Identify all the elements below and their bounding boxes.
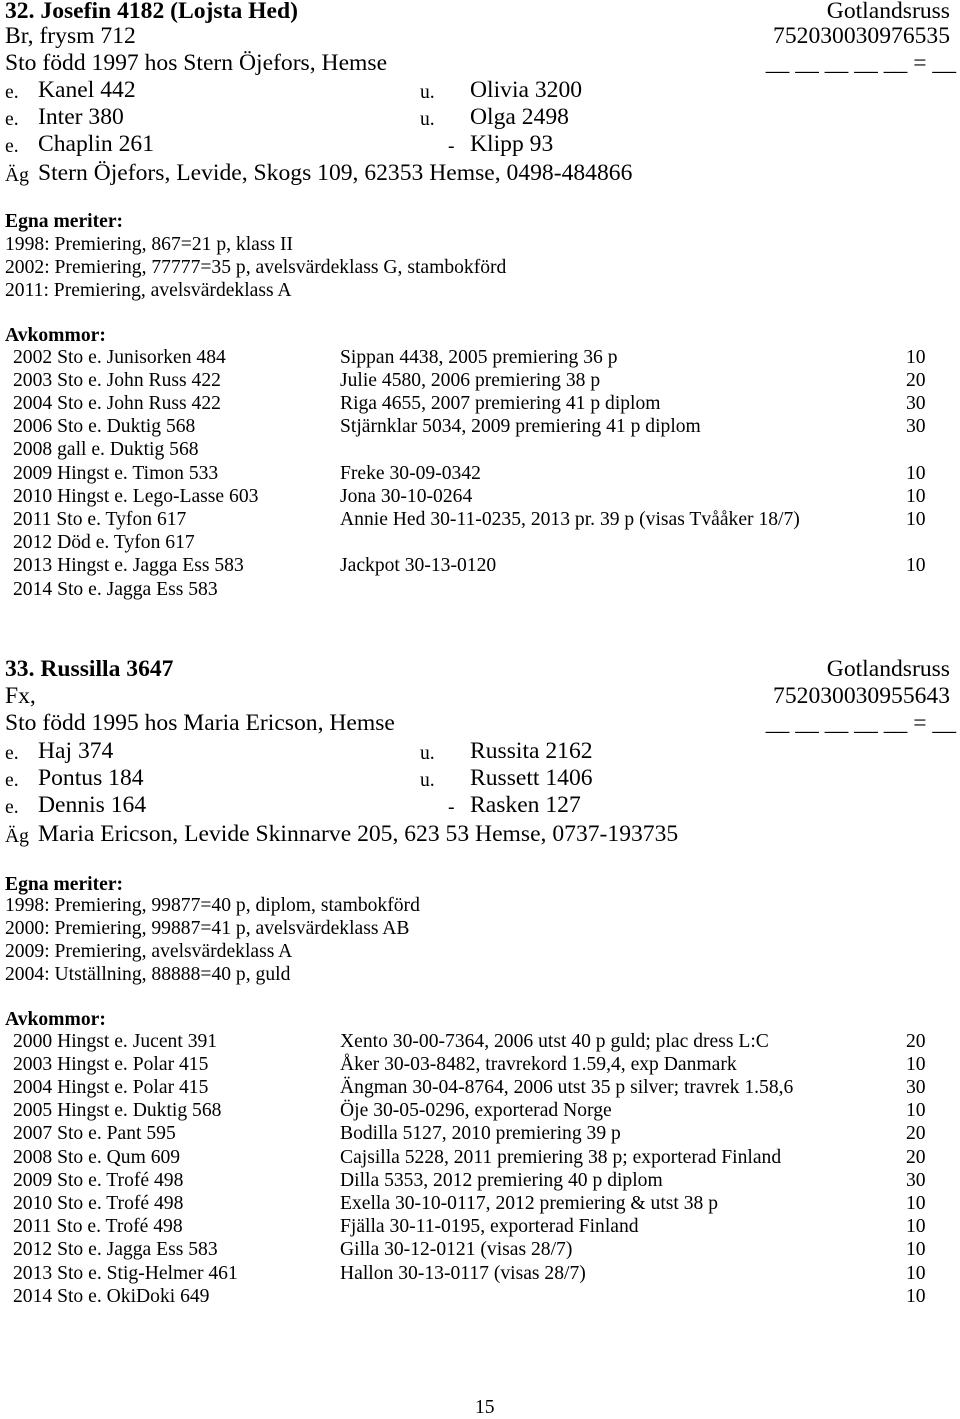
pedigree-right-prefix: - — [448, 135, 455, 157]
pedigree-left-prefix: e. — [5, 135, 19, 157]
offspring-parent: 2009 Hingst e. Timon 533 — [13, 462, 219, 484]
offspring-parent: 2007 Sto e. Pant 595 — [13, 1123, 176, 1145]
offspring-name: Riga 4655, 2007 premiering 41 p diplom — [340, 393, 661, 414]
offspring-row — [0, 1148, 960, 1168]
birth-row — [0, 52, 960, 76]
pedigree-row — [0, 794, 960, 818]
pedigree-right-prefix: u. — [420, 81, 435, 103]
birth-info: Sto född 1995 hos Maria Ericson, Hemse — [5, 710, 395, 737]
offspring-points: 10 — [906, 1193, 926, 1214]
offspring-row — [0, 556, 960, 576]
offspring-row — [0, 1032, 960, 1052]
blank-fields: __ __ __ __ __ = __ — [765, 50, 956, 77]
offspring-parent: 2010 Hingst e. Lego-Lasse 603 — [13, 485, 259, 507]
offspring-points: 10 — [906, 1285, 926, 1307]
pedigree-left-name: Haj 374 — [38, 738, 114, 765]
pedigree-left-name: Inter 380 — [38, 104, 124, 131]
offspring-parent: 2003 Hingst e. Polar 415 — [13, 1053, 209, 1075]
offspring-points: 30 — [906, 1169, 926, 1191]
offspring-points: 10 — [906, 1100, 926, 1122]
owner-row — [0, 162, 960, 186]
pedigree-right-prefix: u. — [420, 742, 435, 764]
offspring-row — [0, 533, 960, 553]
offspring-row — [0, 348, 960, 368]
breed-label: Gotlandsruss — [826, 656, 950, 683]
offspring-parent: 2011 Sto e. Trofé 498 — [13, 1216, 183, 1238]
owner-prefix: Äg — [5, 825, 29, 847]
offspring-parent: 2005 Hingst e. Duktig 568 — [13, 1100, 222, 1122]
merit-item: 1998: Premiering, 867=21 p, klass II — [5, 233, 294, 255]
offspring-row — [0, 417, 960, 437]
entry-heading: 32. Josefin 4182 (Lojsta Hed) — [5, 0, 298, 24]
pedigree-right-name: Olga 2498 — [470, 104, 569, 131]
offspring-parent: 2012 Död e. Tyfon 617 — [13, 532, 195, 554]
offspring-parent: 2008 Sto e. Qum 609 — [13, 1146, 181, 1168]
offspring-parent: 2004 Hingst e. Polar 415 — [13, 1077, 209, 1098]
merits-title-row — [0, 212, 960, 232]
offspring-row — [0, 440, 960, 460]
offspring-points: 20 — [906, 1146, 926, 1168]
offspring-points: 20 — [906, 1030, 926, 1052]
pedigree-right-name: Olivia 3200 — [470, 77, 583, 104]
owner-info: Stern Öjefors, Levide, Skogs 109, 62353 Hemse, 0498-484866 — [38, 160, 633, 187]
offspring-parent: 2013 Hingst e. Jagga Ess 583 — [13, 555, 244, 577]
offspring-parent: 2014 Sto e. OkiDoki 649 — [13, 1285, 210, 1307]
offspring-title: Avkommor: — [5, 1008, 106, 1030]
offspring-row — [0, 580, 960, 600]
offspring-name: Öje 30-05-0296, exporterad Norge — [340, 1100, 612, 1122]
offspring-parent: 2012 Sto e. Jagga Ess 583 — [13, 1239, 218, 1261]
offspring-parent: 2004 Sto e. John Russ 422 — [13, 393, 221, 414]
offspring-row — [0, 394, 960, 414]
offspring-name: Annie Hed 30-11-0235, 2013 pr. 39 p (visas Tvååker 18/7) — [340, 509, 800, 530]
pedigree-right-name: Rasken 127 — [470, 792, 581, 819]
offspring-points: 10 — [906, 1053, 926, 1075]
pedigree-row — [0, 79, 960, 103]
offspring-points: 20 — [906, 369, 926, 391]
registration-number: 752030030955643 — [773, 683, 950, 710]
offspring-points: 10 — [906, 509, 926, 530]
offspring-row — [0, 1194, 960, 1214]
offspring-title-row — [0, 1010, 960, 1030]
registration-number: 752030030976535 — [773, 23, 950, 50]
merits-title: Egna meriter: — [5, 210, 124, 232]
offspring-points: 30 — [906, 1077, 926, 1098]
page-number: 15 — [475, 1397, 495, 1418]
offspring-title: Avkommor: — [5, 324, 106, 346]
offspring-parent: 2008 gall e. Duktig 568 — [13, 439, 199, 461]
breed-label: Gotlandsruss — [826, 0, 950, 24]
offspring-row — [0, 371, 960, 391]
offspring-name: Bodilla 5127, 2010 premiering 39 p — [340, 1123, 621, 1145]
merit-row — [0, 919, 960, 939]
offspring-points: 10 — [906, 1216, 926, 1238]
pedigree-left-name: Chaplin 261 — [38, 131, 154, 158]
offspring-name: Fjälla 30-11-0195, exporterad Finland — [340, 1216, 639, 1238]
merit-item: 2011: Premiering, avelsvärdeklass A — [5, 280, 292, 301]
merit-item: 2002: Premiering, 77777=35 p, avelsvärdeklass G, stambokförd — [5, 256, 507, 278]
offspring-parent: 2014 Sto e. Jagga Ess 583 — [13, 578, 218, 600]
offspring-parent: 2002 Sto e. Junisorken 484 — [13, 346, 226, 368]
offspring-name: Ängman 30-04-8764, 2006 utst 35 p silver; travrek 1.58,6 — [340, 1077, 794, 1098]
color-row — [0, 25, 960, 49]
offspring-points: 30 — [906, 416, 926, 438]
merit-item: 2004: Utställning, 88888=40 p, guld — [5, 964, 291, 986]
pedigree-right-prefix: u. — [420, 108, 435, 130]
offspring-name: Julie 4580, 2006 premiering 38 p — [340, 369, 601, 391]
entry-heading: 33. Russilla 3647 — [5, 656, 174, 683]
offspring-name: Hallon 30-13-0117 (visas 28/7) — [340, 1262, 586, 1284]
offspring-parent: 2000 Hingst e. Jucent 391 — [13, 1030, 218, 1052]
merits-title-row — [0, 875, 960, 895]
merit-row — [0, 965, 960, 985]
offspring-name: Jackpot 30-13-0120 — [340, 555, 497, 577]
offspring-points: 10 — [906, 1262, 926, 1284]
pedigree-left-prefix: e. — [5, 81, 19, 103]
offspring-row — [0, 464, 960, 484]
offspring-parent: 2006 Sto e. Duktig 568 — [13, 416, 196, 438]
offspring-name: Gilla 30-12-0121 (visas 28/7) — [340, 1239, 573, 1261]
pedigree-left-name: Dennis 164 — [38, 792, 147, 819]
offspring-parent: 2011 Sto e. Tyfon 617 — [13, 509, 187, 530]
offspring-row — [0, 1264, 960, 1284]
offspring-row — [0, 1287, 960, 1307]
pedigree-left-name: Kanel 442 — [38, 77, 136, 104]
offspring-name: Xento 30-00-7364, 2006 utst 40 p guld; plac dress L:C — [340, 1030, 769, 1052]
pedigree-right-name: Russita 2162 — [470, 738, 593, 765]
pedigree-row — [0, 133, 960, 157]
offspring-row — [0, 487, 960, 507]
offspring-parent: 2003 Sto e. John Russ 422 — [13, 369, 221, 391]
offspring-name: Dilla 5353, 2012 premiering 40 p diplom — [340, 1169, 663, 1191]
pedigree-left-prefix: e. — [5, 742, 19, 764]
merits-title: Egna meriter: — [5, 873, 124, 895]
offspring-name: Stjärnklar 5034, 2009 premiering 41 p diplom — [340, 416, 701, 438]
offspring-parent: 2009 Sto e. Trofé 498 — [13, 1169, 184, 1191]
offspring-points: 30 — [906, 393, 926, 414]
offspring-points: 20 — [906, 1123, 926, 1145]
offspring-points: 10 — [906, 555, 926, 577]
pedigree-left-prefix: e. — [5, 796, 19, 818]
merit-row — [0, 281, 960, 301]
offspring-name: Cajsilla 5228, 2011 premiering 38 p; exporterad Finland — [340, 1146, 782, 1168]
offspring-name: Jona 30-10-0264 — [340, 485, 473, 507]
offspring-name: Sippan 4438, 2005 premiering 36 p — [340, 346, 618, 368]
pedigree-row — [0, 106, 960, 130]
offspring-row — [0, 1101, 960, 1121]
entry-header-row — [0, 0, 960, 24]
offspring-row — [0, 1171, 960, 1191]
offspring-name: Exella 30-10-0117, 2012 premiering & utst 38 p — [340, 1193, 719, 1214]
offspring-name: Freke 30-09-0342 — [340, 462, 481, 484]
offspring-row — [0, 1124, 960, 1144]
offspring-points: 10 — [906, 462, 926, 484]
offspring-row — [0, 1078, 960, 1098]
offspring-row — [0, 1217, 960, 1237]
offspring-name: Åker 30-03-8482, travrekord 1.59,4, exp Danmark — [340, 1053, 737, 1075]
pedigree-left-name: Pontus 184 — [38, 765, 144, 792]
owner-row — [0, 823, 960, 847]
offspring-parent: 2010 Sto e. Trofé 498 — [13, 1193, 184, 1214]
pedigree-row — [0, 767, 960, 791]
merit-row — [0, 258, 960, 278]
pedigree-right-prefix: u. — [420, 769, 435, 791]
offspring-parent: 2013 Sto e. Stig-Helmer 461 — [13, 1262, 238, 1284]
merit-row — [0, 942, 960, 962]
pedigree-left-prefix: e. — [5, 108, 19, 130]
birth-info: Sto född 1997 hos Stern Öjefors, Hemse — [5, 50, 388, 77]
pedigree-right-name: Russett 1406 — [470, 765, 593, 792]
offspring-points: 10 — [906, 346, 926, 368]
offspring-row — [0, 1240, 960, 1260]
color-row — [0, 685, 960, 709]
birth-row — [0, 712, 960, 736]
merit-row — [0, 896, 960, 916]
entry-header-row — [0, 658, 960, 682]
merit-item: 2009: Premiering, avelsvärdeklass A — [5, 941, 293, 962]
pedigree-right-name: Klipp 93 — [470, 131, 554, 158]
color-marking: Fx, — [5, 683, 36, 710]
color-marking: Br, frysm 712 — [5, 23, 136, 50]
page-footer — [0, 1398, 960, 1418]
offspring-title-row — [0, 326, 960, 346]
offspring-row — [0, 1055, 960, 1075]
pedigree-left-prefix: e. — [5, 769, 19, 791]
blank-fields: __ __ __ __ __ = __ — [765, 710, 956, 737]
merit-item: 1998: Premiering, 99877=40 p, diplom, stambokförd — [5, 894, 420, 916]
owner-info: Maria Ericson, Levide Skinnarve 205, 623 53 Hemse, 0737-193735 — [38, 821, 679, 848]
offspring-points: 10 — [906, 485, 926, 507]
pedigree-row — [0, 740, 960, 764]
pedigree-right-prefix: - — [448, 796, 455, 818]
merit-item: 2000: Premiering, 99887=41 p, avelsvärdeklass AB — [5, 917, 410, 939]
offspring-points: 10 — [906, 1239, 926, 1261]
offspring-row — [0, 510, 960, 530]
owner-prefix: Äg — [5, 164, 29, 186]
merit-row — [0, 235, 960, 255]
